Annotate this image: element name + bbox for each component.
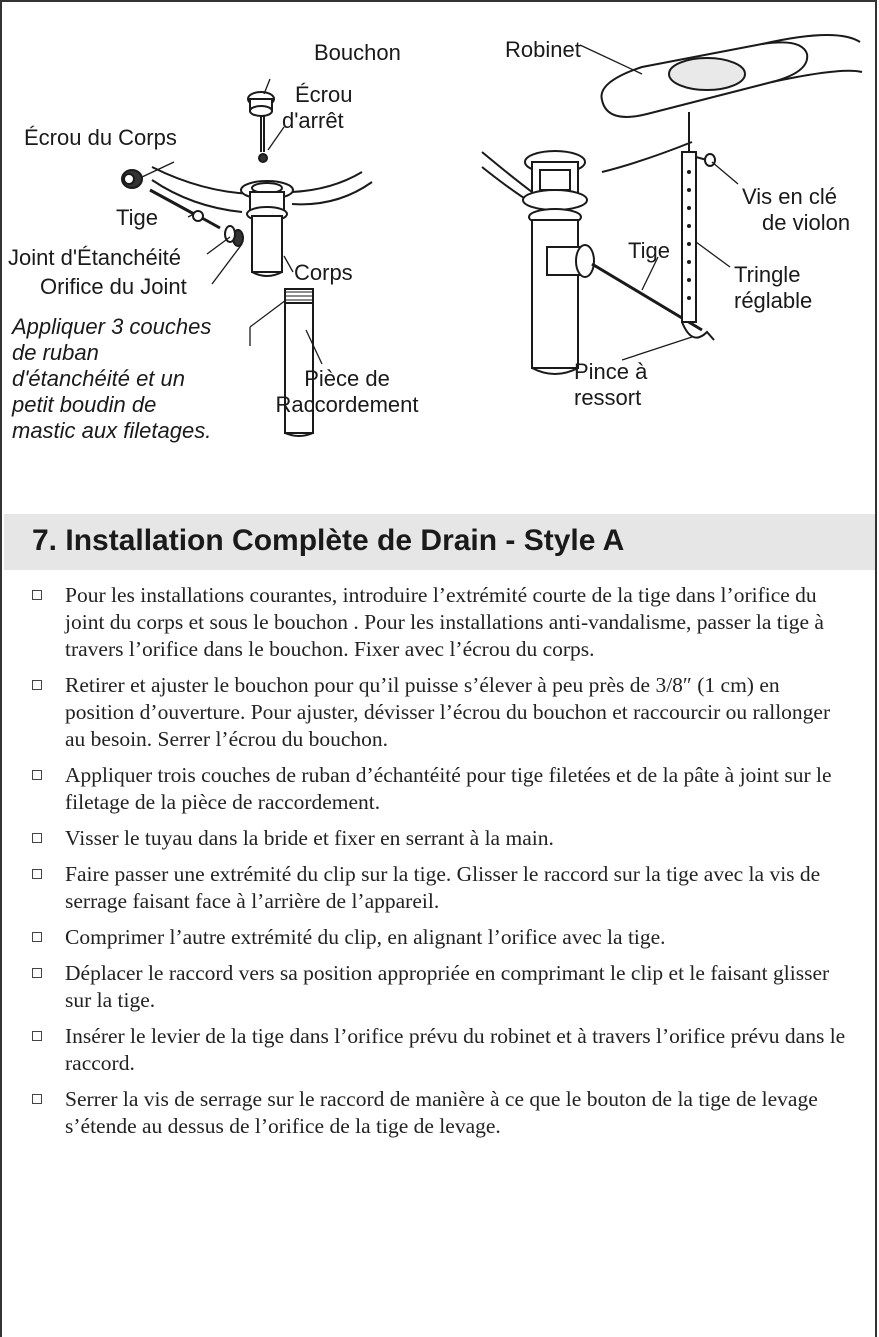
drain-assembly-figure — [2, 2, 877, 507]
label-note-line-3: d'étanchéité et un — [12, 366, 186, 391]
checkbox-icon — [32, 770, 42, 780]
label-tige-right: Tige — [628, 238, 670, 263]
checkbox-icon — [32, 833, 42, 843]
label-vis-1: Vis en clé — [742, 184, 837, 209]
checkbox-icon — [32, 968, 42, 978]
label-note-line-1: Appliquer 3 couches — [12, 314, 212, 339]
step-text: Insérer le levier de la tige dans l’orifice prévu du robinet et à travers l’orifice prévu dans le raccord. — [65, 1024, 846, 1075]
label-robinet: Robinet — [505, 37, 581, 62]
label-pince-2: ressort — [574, 385, 642, 410]
label-orifice-joint: Orifice du Joint — [40, 274, 187, 299]
label-corps: Corps — [294, 260, 353, 285]
label-tringle-1: Tringle — [734, 262, 801, 287]
list-item — [32, 924, 852, 951]
label-piece-2: Raccordement — [275, 392, 419, 417]
step-text: Retirer et ajuster le bouchon pour qu’il puisse s’élever à peu près de 3/8″ (1 cm) en position d’ouverture. Pour ajuster, dévisser l’écrou du bouchon et raccourcir ou rallonger au besoin. Serrer l’écrou du bouchon. — [65, 673, 831, 751]
checkbox-icon — [32, 1031, 42, 1041]
step-text: Serrer la vis de serrage sur le raccord de manière à ce que le bouton de la tige de levage s’étende au dessus de l’orifice de la tige de levage. — [65, 1087, 818, 1138]
label-joint: Joint d'Étanchéité — [8, 245, 181, 270]
label-note-line-2: de ruban — [12, 340, 99, 365]
checkbox-icon — [32, 1094, 42, 1104]
checkbox-icon — [32, 869, 42, 879]
label-tige-left: Tige — [116, 205, 158, 230]
list-item — [32, 1086, 852, 1140]
checkbox-icon — [32, 932, 42, 942]
step-text: Faire passer une extrémité du clip sur la tige. Glisser le raccord sur la tige avec la vis de serrage faisant face à l’arrière de l’appareil. — [65, 862, 821, 913]
label-ecrou-arret-2: d'arrêt — [282, 108, 344, 133]
label-piece-1: Pièce de — [304, 366, 390, 391]
checkbox-icon — [32, 590, 42, 600]
section-title: 7. Installation Complète de Drain - Style A — [32, 524, 625, 557]
list-item — [32, 1023, 852, 1077]
label-note-line-5: mastic aux filetages. — [12, 418, 212, 443]
label-ecrou-arret-1: Écrou — [295, 82, 353, 107]
label-note-line-4: petit boudin de — [12, 392, 157, 417]
list-item — [32, 861, 852, 915]
step-text: Pour les installations courantes, introduire l’extrémité courte de la tige dans l’orifice du joint du corps et sous le bouchon . Pour les installations anti-vandalisme, passer la tige à travers l’orifice dans le bouchon. Fixer avec l’écrou du corps. — [65, 583, 824, 661]
label-tringle-2: réglable — [734, 288, 813, 313]
step-text: Appliquer trois couches de ruban d’échantéité pour tige filetées et de la pâte à joint sur le filetage de la pièce de raccordement. — [65, 763, 832, 814]
label-vis-2: de violon — [762, 210, 851, 235]
step-text: Comprimer l’autre extrémité du clip, en alignant l’orifice avec la tige. — [65, 925, 666, 949]
label-ecrou-corps: Écrou du Corps — [24, 125, 177, 150]
step-text: Visser le tuyau dans la bride et fixer en serrant à la main. — [65, 826, 554, 850]
checkbox-icon — [32, 680, 42, 690]
list-item — [32, 582, 852, 663]
label-pince-1: Pince à — [574, 359, 648, 384]
step-text: Déplacer le raccord vers sa position appropriée en comprimant le clip et le faisant glisser sur la tige. — [65, 961, 830, 1012]
steps-list — [32, 582, 852, 1149]
label-bouchon: Bouchon — [314, 40, 401, 65]
list-item — [32, 762, 852, 816]
list-item — [32, 960, 852, 1014]
list-item — [32, 672, 852, 753]
list-item — [32, 825, 852, 852]
